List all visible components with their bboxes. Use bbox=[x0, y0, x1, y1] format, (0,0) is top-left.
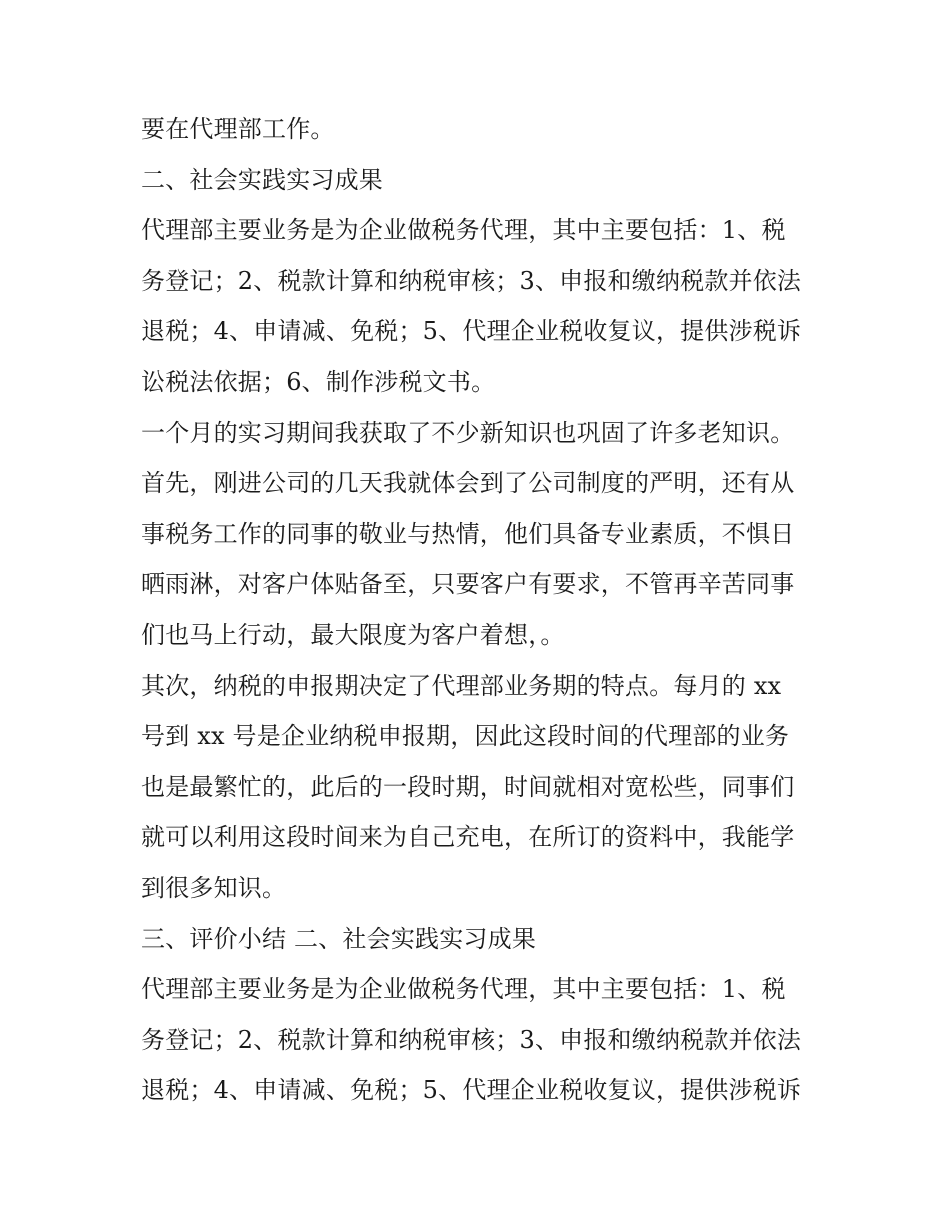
text-line: 号到 xx 号是企业纳税申报期，因此这段时间的代理部的业务 bbox=[141, 722, 790, 751]
text-line: 到很多知识。 bbox=[141, 873, 287, 902]
text-line: 其次，纳税的申报期决定了代理部业务期的特点。每月的 xx bbox=[141, 671, 782, 700]
text-line: 代理部主要业务是为企业做税务代理，其中主要包括：1、税 bbox=[141, 975, 786, 1004]
text-line: 首先，刚进公司的几天我就体会到了公司制度的严明，还有从 bbox=[141, 469, 795, 498]
text-line: 退税；4、申请减、免税；5、代理企业税收复议，提供涉税诉 bbox=[141, 317, 802, 346]
text-line: 务登记；2、税款计算和纳税审核；3、申报和缴纳税款并依法 bbox=[141, 266, 802, 295]
text-line: 晒雨淋，对客户体贴备至，只要客户有要求，不管再辛苦同事 bbox=[141, 570, 795, 599]
text-line: 就可以利用这段时间来为自己充电，在所订的资料中，我能学 bbox=[141, 823, 795, 852]
text-line: 也是最繁忙的，此后的一段时期，时间就相对宽松些，同事们 bbox=[141, 772, 795, 801]
text-line: 一个月的实习期间我获取了不少新知识也巩固了许多老知识。 bbox=[141, 418, 795, 447]
text-line: 们也马上行动，最大限度为客户着想，。 bbox=[141, 620, 565, 649]
section-heading: 二、社会实践实习成果 bbox=[141, 165, 383, 194]
text-line: 要在代理部工作。 bbox=[141, 115, 335, 143]
text-line: 讼税法依据；6、制作涉税文书。 bbox=[141, 367, 496, 396]
text-line: 务登记；2、税款计算和纳税审核；3、申报和缴纳税款并依法 bbox=[141, 1025, 802, 1054]
text-line: 退税；4、申请减、免税；5、代理企业税收复议，提供涉税诉 bbox=[141, 1076, 802, 1105]
text-line: 代理部主要业务是为企业做税务代理，其中主要包括：1、税 bbox=[141, 216, 786, 245]
section-heading: 三、评价小结 二、社会实践实习成果 bbox=[141, 924, 537, 953]
text-line: 事税务工作的同事的敬业与热情，他们具备专业素质，不惧日 bbox=[141, 519, 795, 548]
document-body bbox=[141, 104, 821, 1116]
